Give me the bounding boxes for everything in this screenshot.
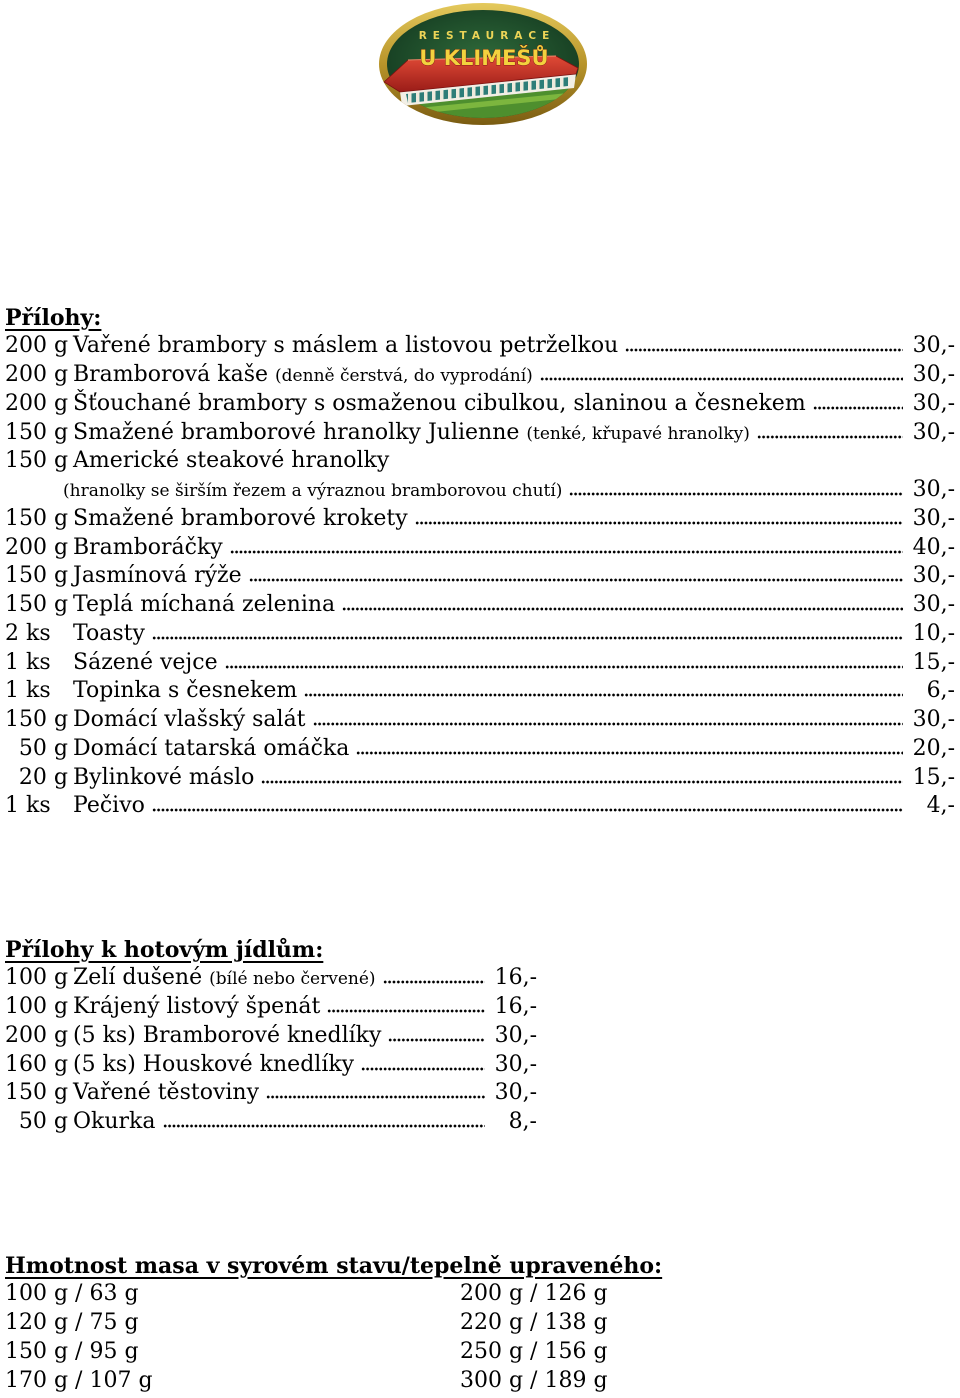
dot-leader	[342, 607, 903, 611]
item-quantity: 200 g	[5, 534, 69, 560]
item-price: 30,-	[912, 707, 955, 732]
dot-leader	[230, 550, 903, 554]
item-quantity: 1 ks	[5, 649, 51, 675]
item-quantity: 50 g	[18, 1109, 68, 1134]
section-heading: Přílohy:	[5, 304, 102, 331]
menu-item	[5, 390, 955, 419]
item-price: 30,-	[494, 1051, 537, 1077]
dot-leader	[304, 693, 903, 697]
item-quantity: 150 g	[5, 563, 69, 589]
item-name: (5 ks) Bramborové knedlíky	[73, 1022, 382, 1048]
item-name: Okurka	[73, 1109, 156, 1134]
item-price: 15,-	[912, 649, 955, 675]
item-price: 30,-	[912, 362, 955, 387]
menu-item	[5, 562, 955, 591]
menu-item	[5, 964, 537, 993]
menu-item-continuation	[5, 476, 955, 505]
item-price: 10,-	[912, 620, 955, 646]
item-name: Bylinkové máslo	[73, 764, 255, 790]
item-price: 30,-	[912, 592, 955, 617]
item-price: 30,-	[494, 1080, 537, 1106]
item-quantity: 150 g	[5, 707, 69, 732]
item-name: Americké steakové hranolky	[73, 448, 390, 474]
menu-item	[5, 1108, 537, 1137]
item-quantity: 2 ks	[5, 620, 51, 646]
weight-pair: 250 g / 156 g	[460, 1338, 608, 1364]
dot-leader	[356, 751, 903, 755]
menu-item	[5, 591, 955, 620]
item-name: Vařené těstoviny	[73, 1080, 260, 1106]
item-price: 30,-	[912, 333, 955, 359]
weight-pair: 170 g / 107 g	[5, 1367, 153, 1393]
restaurant-logo	[378, 2, 588, 126]
dot-leader	[813, 406, 903, 410]
dot-leader	[757, 435, 903, 439]
dot-leader	[327, 1009, 485, 1013]
item-name: Jasmínová rýže	[73, 563, 242, 589]
weight-row	[5, 1280, 955, 1309]
item-price: 20,-	[912, 735, 955, 761]
item-price: 15,-	[912, 764, 955, 790]
section-heading: Přílohy k hotovým jídlům:	[5, 936, 324, 963]
item-price: 4,-	[926, 793, 955, 819]
item-name: Šťouchané brambory s osmaženou cibulkou, slaninou a česnekem	[73, 390, 806, 416]
menu-item	[5, 620, 955, 649]
item-name: Domácí vlašský salát	[73, 707, 306, 732]
menu-item	[5, 505, 955, 534]
menu-item	[5, 1051, 537, 1080]
item-price: 30,-	[912, 505, 955, 531]
dot-leader	[163, 1124, 486, 1128]
menu-item	[5, 447, 955, 476]
item-name: Smažené bramborové hranolky Julienne	[73, 419, 520, 445]
logo-name-text: U KLIMEŠŮ	[419, 46, 549, 70]
item-price: 30,-	[912, 419, 955, 445]
item-price: 40,-	[912, 534, 955, 560]
item-quantity: 1 ks	[5, 793, 51, 819]
weight-pair: 300 g / 189 g	[460, 1367, 608, 1393]
item-quantity: 100 g	[5, 965, 69, 991]
menu-item	[5, 706, 955, 735]
weight-pair: 120 g / 75 g	[5, 1310, 139, 1335]
item-name: Sázené vejce	[73, 649, 218, 675]
item-name: Toasty	[73, 620, 145, 646]
item-name: Pečivo	[73, 793, 145, 819]
dot-leader	[313, 722, 903, 726]
item-price: 6,-	[926, 678, 955, 704]
item-quantity: 50 g	[18, 735, 68, 761]
menu-item	[5, 361, 955, 390]
item-note: (hranolky se širším řezem a výraznou bramborovou chutí)	[63, 481, 563, 501]
item-quantity: 200 g	[5, 362, 69, 387]
item-price: 16,-	[494, 994, 537, 1019]
menu-item	[5, 534, 955, 563]
item-quantity: 150 g	[5, 592, 69, 617]
item-note: (bílé nebo červené)	[209, 969, 376, 990]
dot-leader	[225, 665, 903, 669]
dot-leader	[361, 1067, 485, 1071]
dot-leader	[415, 521, 903, 525]
item-note: (tenké, křupavé hranolky)	[526, 423, 750, 444]
weight-pair: 150 g / 95 g	[5, 1338, 139, 1364]
item-price: 16,-	[494, 965, 537, 991]
weight-pair: 220 g / 138 g	[460, 1310, 608, 1335]
item-name: Zelí dušené	[73, 965, 203, 991]
section-heading: Hmotnost masa v syrovém stavu/tepelně upraveného:	[5, 1252, 663, 1279]
menu-item	[5, 419, 955, 448]
dot-leader	[383, 980, 485, 984]
item-name: Vařené brambory s máslem a listovou petrželkou	[73, 333, 619, 359]
logo-restaurace-text: RESTAURACE	[418, 30, 556, 42]
menu-item	[5, 792, 955, 821]
item-quantity: 150 g	[5, 505, 69, 531]
menu-item	[5, 1079, 537, 1108]
sides-for-meals-section	[5, 936, 537, 1137]
weight-row	[5, 1338, 955, 1367]
weight-row	[5, 1367, 955, 1396]
item-price: 30,-	[912, 477, 955, 502]
item-quantity: 1 ks	[5, 678, 51, 704]
menu-item	[5, 649, 955, 678]
item-quantity: 200 g	[5, 390, 69, 416]
item-name: Bramborová kaše	[73, 362, 269, 387]
meat-weight-section	[5, 1252, 955, 1396]
dot-leader	[152, 636, 903, 640]
menu-item	[5, 764, 955, 793]
dot-leader	[569, 492, 903, 496]
item-price: 30,-	[912, 390, 955, 416]
item-quantity: 20 g	[18, 764, 68, 790]
dot-leader	[388, 1038, 485, 1042]
item-quantity: 160 g	[5, 1051, 69, 1077]
menu-item	[5, 332, 955, 361]
menu-item	[5, 677, 955, 706]
item-name: Topinka s česnekem	[73, 678, 298, 704]
dot-leader	[261, 780, 903, 784]
item-quantity: 150 g	[5, 1080, 69, 1106]
dot-leader	[540, 377, 903, 381]
dot-leader	[152, 808, 903, 812]
item-price: 8,-	[508, 1109, 537, 1134]
dot-leader	[625, 348, 903, 352]
item-note: (denně čerstvá, do vyprodání)	[275, 366, 533, 386]
item-name: Teplá míchaná zelenina	[73, 592, 336, 617]
dot-leader	[266, 1095, 485, 1099]
item-price: 30,-	[912, 563, 955, 589]
item-name: Smažené bramborové krokety	[73, 505, 408, 531]
item-name: Domácí tatarská omáčka	[73, 735, 350, 761]
weight-pair: 200 g / 126 g	[460, 1281, 608, 1307]
item-name: (5 ks) Houskové knedlíky	[73, 1051, 355, 1077]
item-name: Krájený listový špenát	[73, 994, 321, 1019]
item-price: 30,-	[494, 1022, 537, 1048]
item-quantity: 150 g	[5, 448, 69, 474]
dot-leader	[249, 578, 903, 582]
menu-item	[5, 1022, 537, 1051]
weight-row	[5, 1309, 955, 1338]
menu-item	[5, 735, 955, 764]
item-quantity: 150 g	[5, 419, 69, 445]
item-quantity: 200 g	[5, 1022, 69, 1048]
item-name: Bramboráčky	[73, 534, 223, 560]
sides-section	[5, 304, 955, 822]
item-quantity: 100 g	[5, 994, 69, 1019]
weight-pair: 100 g / 63 g	[5, 1281, 139, 1307]
menu-item	[5, 993, 537, 1022]
item-quantity: 200 g	[5, 333, 69, 359]
